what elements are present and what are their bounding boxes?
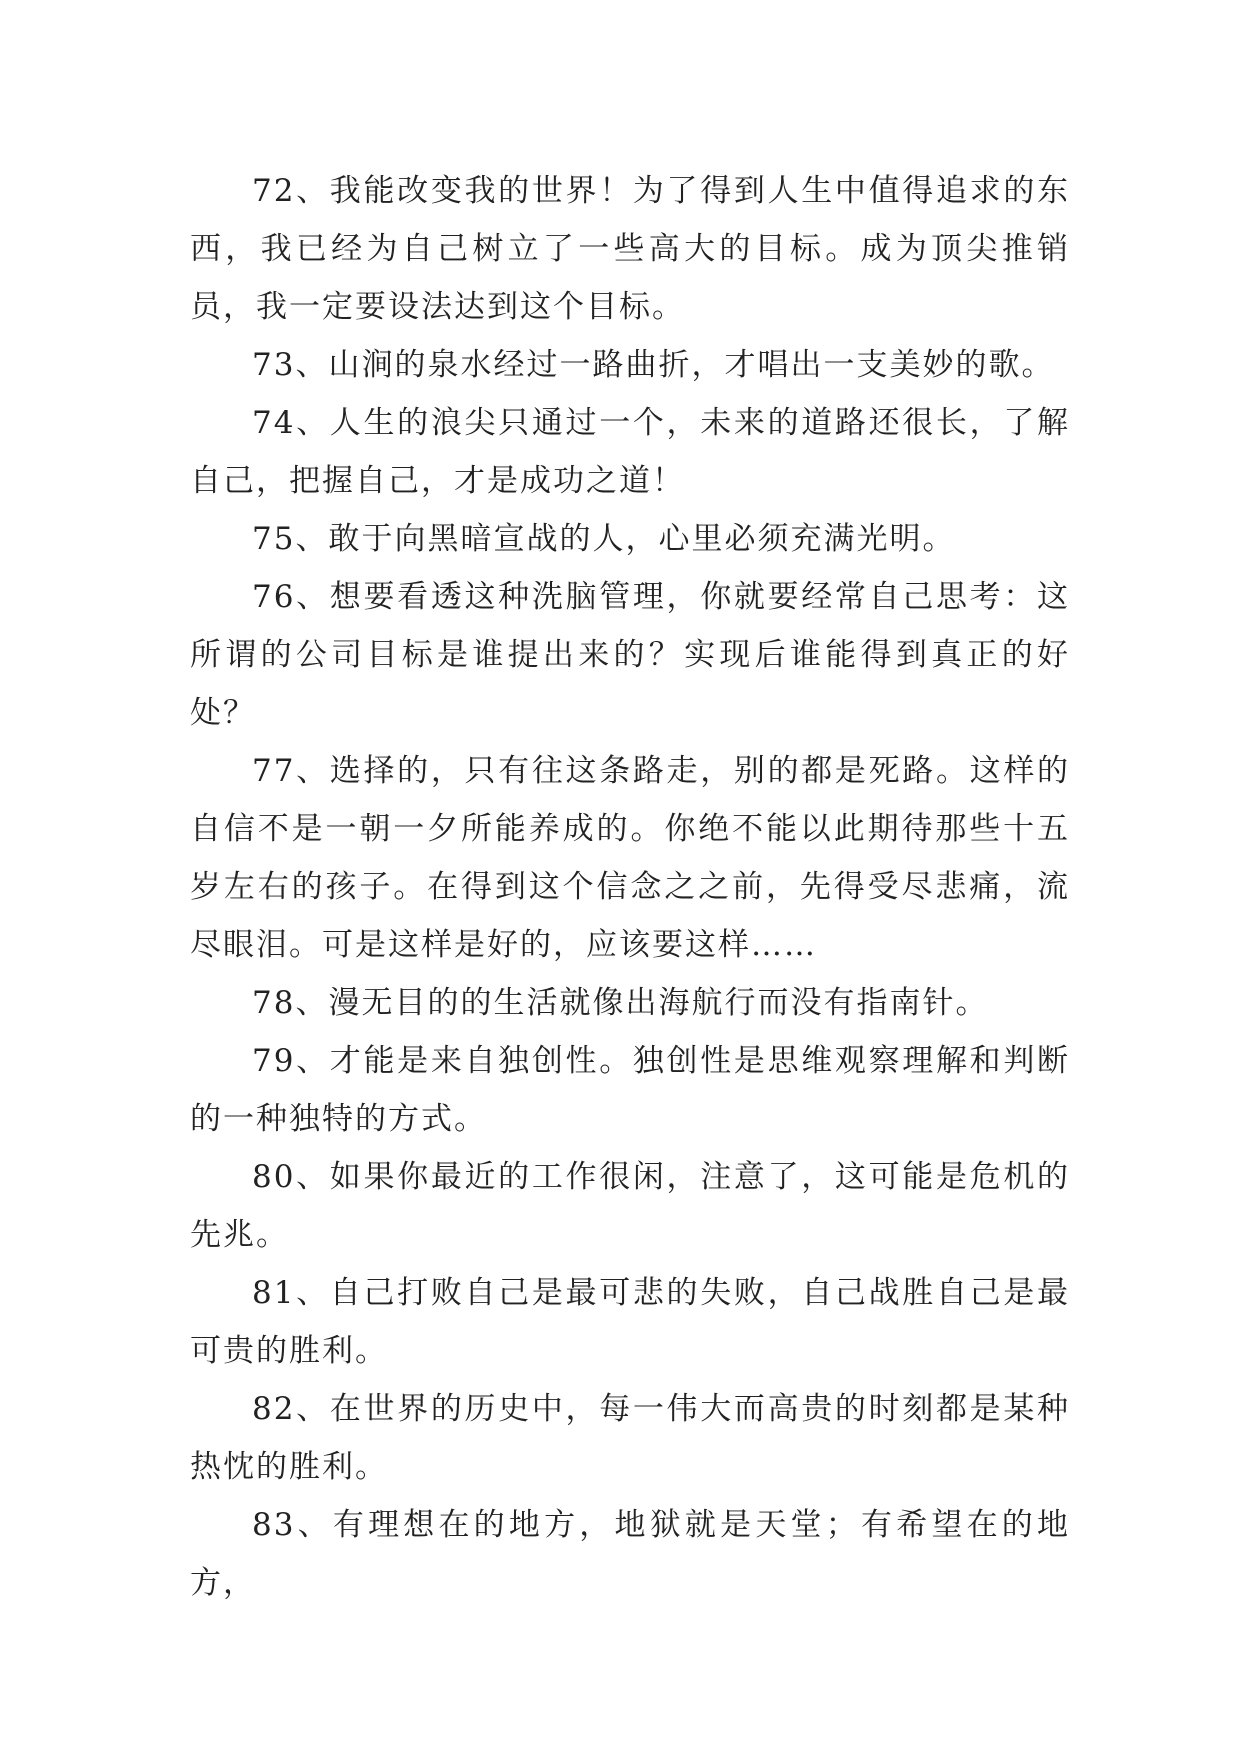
paragraph-77: 77、选择的，只有往这条路走，别的都是死路。这样的自信不是一朝一夕所能养成的。你绝不能以此期待那些十五岁左右的孩子。在得到这个信念之之前，先得受尽悲痛，流尽眼泪。可是这样是好的，应该要这样…… [190,753,1070,963]
paragraph-75: 75、敢于向黑暗宣战的人，心里必须充满光明。 [252,521,956,557]
paragraph-83: 83、有理想在的地方，地狱就是天堂；有希望在的地方， [190,1507,1070,1601]
paragraph-80: 80、如果你最近的工作很闲，注意了，这可能是危机的先兆。 [190,1159,1070,1253]
paragraph-81: 81、自己打败自己是最可悲的失败，自己战胜自己是最可贵的胜利。 [190,1275,1070,1369]
paragraph-76: 76、想要看透这种洗脑管理，你就要经常自己思考：这所谓的公司目标是谁提出来的？实现后谁能得到真正的好处？ [190,579,1070,731]
paragraph-74: 74、人生的浪尖只通过一个，未来的道路还很长，了解自己，把握自己，才是成功之道！ [190,405,1070,499]
paragraph-82: 82、在世界的历史中，每一伟大而高贵的时刻都是某种热忱的胜利。 [190,1391,1070,1485]
paragraph-78: 78、漫无目的的生活就像出海航行而没有指南针。 [252,985,989,1021]
document-body [190,162,1070,1612]
paragraph-79: 79、才能是来自独创性。独创性是思维观察理解和判断的一种独特的方式。 [190,1043,1070,1137]
paragraph-72: 72、我能改变我的世界！为了得到人生中值得追求的东西，我已经为自己树立了一些高大的目标。成为顶尖推销员，我一定要设法达到这个目标。 [190,173,1070,325]
paragraph-73: 73、山涧的泉水经过一路曲折，才唱出一支美妙的歌。 [252,347,1055,383]
